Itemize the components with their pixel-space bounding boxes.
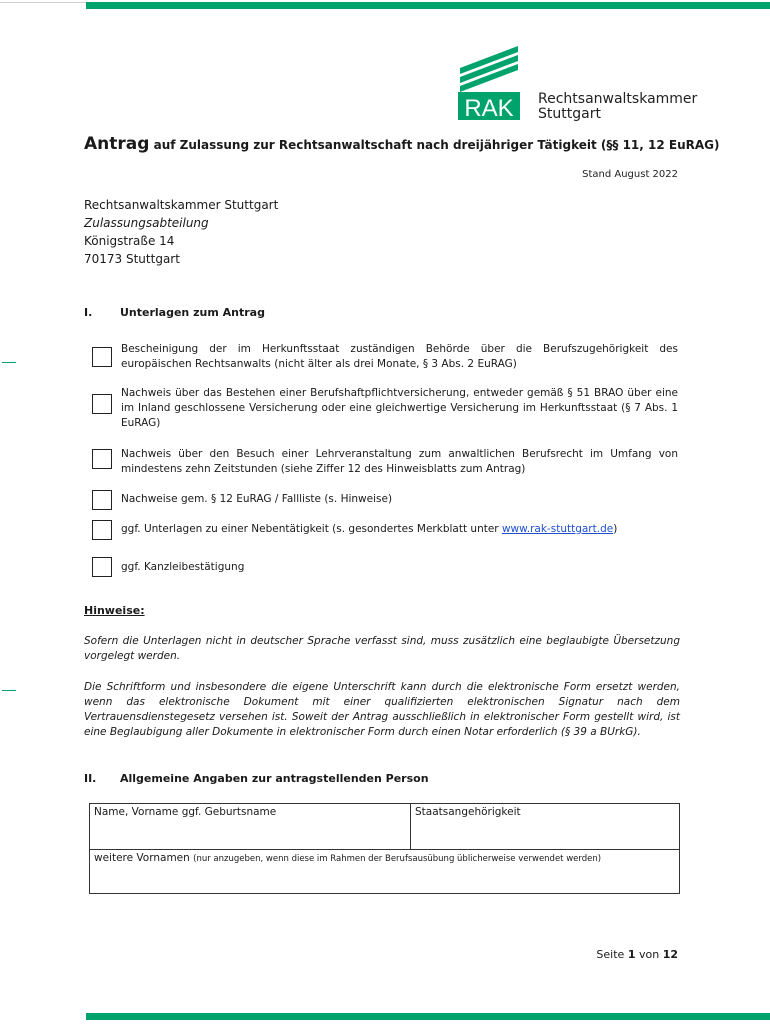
page-prefix: Seite: [596, 948, 625, 961]
address-line4: 70173 Stuttgart: [84, 252, 180, 266]
checkbox-kanzlei[interactable]: [92, 557, 112, 577]
other-names-label: weitere Vornamen: [94, 852, 190, 864]
other-names-label-row: [94, 852, 601, 864]
checkbox-fallliste[interactable]: [92, 490, 112, 510]
item-fallliste: Nachweise gem. § 12 EuRAG / Fallliste (s. Hinweise): [121, 493, 393, 505]
logo-line2: Stuttgart: [538, 106, 601, 122]
item-nebentaetigkeit-text: ggf. Unterlagen zu einer Nebentätigkeit (s. gesondertes Merkblatt unter: [121, 523, 502, 535]
top-left-rule: [0, 2, 86, 3]
personal-data-table: [89, 803, 680, 894]
title-main: Antrag: [84, 134, 150, 154]
checkbox-haftpflicht[interactable]: [92, 394, 112, 414]
section-2-number: II.: [84, 772, 97, 785]
hinweise-heading: Hinweise:: [84, 604, 145, 617]
item-nebentaetigkeit-suffix: ): [613, 523, 618, 535]
note-uebersetzung: Sofern die Unterlagen nicht in deutscher Sprache verfasst sind, muss zusätzlich eine beglaubigte Übersetzung vorgelegt werden.: [84, 635, 680, 662]
name-field-label: Name, Vorname ggf. Geburtsname: [94, 806, 277, 818]
name-field[interactable]: [94, 818, 406, 846]
stand-date: Stand August 2022: [582, 169, 678, 180]
recipient-address: [84, 196, 278, 268]
address-line1: Rechtsanwaltskammer Stuttgart: [84, 198, 279, 212]
page-title: [84, 134, 724, 154]
title-rest: auf Zulassung zur Rechtsanwaltschaft nach dreijähriger Tätigkeit (§§ 11, 12 EuRAG): [153, 138, 720, 152]
other-names-hint: (nur anzugeben, wenn diese im Rahmen der Berufsausübung üblicherweise verwendet werden): [193, 854, 602, 864]
section-1-heading: [84, 306, 265, 319]
page-current: 1: [627, 948, 636, 961]
margin-mark: [2, 690, 16, 691]
section-1-title: Unterlagen zum Antrag: [120, 306, 265, 319]
address-line3: Königstraße 14: [84, 234, 175, 248]
margin-mark: [2, 362, 16, 363]
logo-abbr: RAK: [464, 95, 514, 120]
rak-website-link[interactable]: www.rak-stuttgart.de: [501, 523, 614, 535]
rak-logo-icon: [456, 44, 522, 120]
top-green-bar: [86, 2, 770, 9]
table-divider: [90, 849, 679, 850]
logo-wordmark: [538, 92, 697, 122]
item-nebentaetigkeit: [121, 522, 678, 537]
nationality-field-label: Staatsangehörigkeit: [415, 806, 521, 818]
checkbox-bescheinigung[interactable]: [92, 347, 112, 367]
table-divider: [410, 804, 411, 849]
page-sep: von: [638, 948, 660, 961]
bottom-green-bar: [86, 1013, 770, 1020]
item-bescheinigung: Bescheinigung der im Herkunftsstaat zuständigen Behörde über die Berufszugehörigkeit des europäischen Rechtsanwalts (nicht älter als drei Monate, § 3 Abs. 2 EuRAG): [121, 343, 678, 370]
item-haftpflicht: Nachweis über das Bestehen einer Berufshaftpflichtversicherung, entweder gemäß § 51 BRAO über eine im Inland geschlossene Versicherung oder eine gleichwertige Versicherung im Herkunftsstaat (§ 7 Abs. 1 EuRAG): [121, 387, 678, 429]
page-number: [596, 948, 678, 961]
item-kanzlei: ggf. Kanzleibestätigung: [121, 561, 245, 573]
logo-line1: Rechtsanwaltskammer: [538, 91, 698, 107]
page-total: 12: [662, 948, 678, 961]
section-2-title: Allgemeine Angaben zur antragstellenden Person: [120, 772, 429, 785]
other-names-field[interactable]: [94, 866, 674, 890]
nationality-field[interactable]: [415, 818, 675, 846]
item-lehrveranstaltung: Nachweis über den Besuch einer Lehrveranstaltung zum anwaltlichen Berufsrecht im Umfang von mindestens zehn Zeitstunden (siehe Ziffer 12 des Hinweisblatts zum Antrag): [121, 448, 678, 475]
checkbox-lehrveranstaltung[interactable]: [92, 449, 112, 469]
address-line2: Zulassungsabteilung: [84, 216, 209, 230]
section-1-number: I.: [84, 306, 93, 319]
checkbox-nebentaetigkeit[interactable]: [92, 520, 112, 540]
section-2-heading: [84, 772, 429, 785]
note-elektronische-form: Die Schriftform und insbesondere die eigene Unterschrift kann durch die elektronische Form ersetzt werden, wenn das elektronische Dokument mit einer qualifizierten elektronischen Signatur nach dem Vertrauensdienstegesetz versehen ist. Soweit der Antrag ausschließlich in elektronischer Form gestellt wird, ist eine Beglaubigung aller Dokumente in elektronischer Form durch einen Notar erforderlich (§ 39 a BUrkG).: [84, 681, 680, 738]
